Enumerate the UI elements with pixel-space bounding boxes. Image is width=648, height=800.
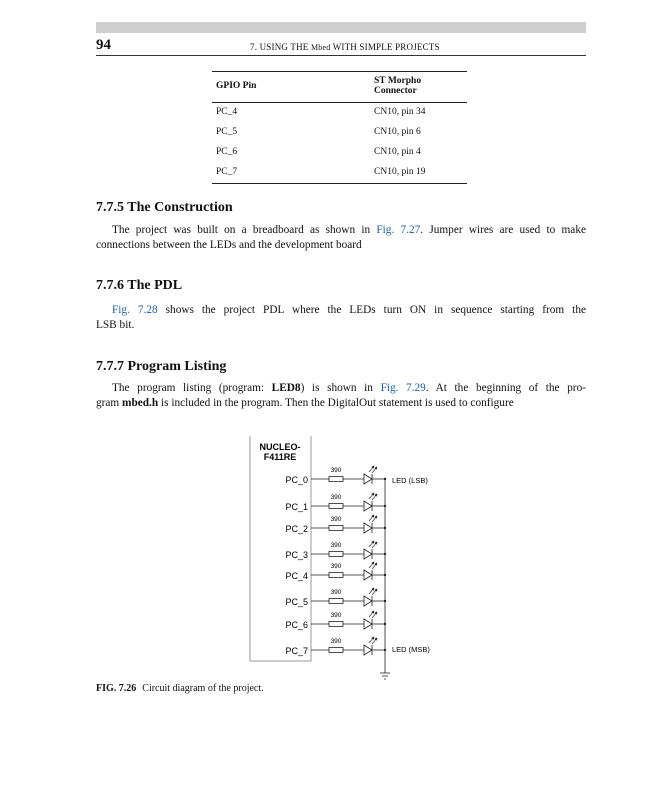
table-cell-pin: PC_4 [216,107,238,117]
junction-dot [384,553,386,555]
pin-label: PC_6 [285,620,308,630]
resistor-label: 390 [330,638,342,645]
paragraph-construction [96,223,586,252]
header-bar [96,22,586,33]
table-header-morpho: ST Morpho Connector [370,72,467,103]
led-channel [285,588,386,607]
junction-dot [384,527,386,529]
led-channel [285,466,386,485]
table-cell-pin: PC_7 [212,163,370,184]
table-cell-connector: CN10, pin 34 [374,107,426,117]
circuit-diagram [240,436,450,681]
figure-label: FIG. 7.26 [96,683,137,694]
text-run: . Jumper wires are used to make [420,224,586,236]
led-icon [364,549,372,559]
board-name-line1: NUCLEO- [259,442,301,452]
resistor-icon [329,599,343,604]
resistor-label: 390 [330,612,342,619]
resistor-icon [329,526,343,531]
paragraph-line [112,303,586,318]
led-icon [364,596,372,606]
pin-label: PC_1 [285,502,308,512]
text-run: shows the project PDL where the LEDs turn ON in sequence starting from the [157,304,586,316]
junction-dot [384,574,386,576]
resistor-label: 390 [330,516,342,523]
pin-label: PC_3 [285,550,308,560]
table-cell-pin: PC_5 [216,127,238,137]
resistor-label: 390 [330,467,342,474]
paragraph-line [96,396,586,411]
pin-label: PC_7 [285,646,308,656]
light-arrows-icon [369,466,377,473]
resistor-icon [329,573,343,578]
paragraph-line [112,223,586,238]
table-cell-connector: CN10, pin 6 [374,127,421,137]
light-arrows-icon [369,588,377,595]
section-title-construction: 7.7.5 The Construction [96,200,233,215]
running-head [250,42,440,52]
light-arrows-icon [369,637,377,644]
resistor-icon [329,552,343,557]
led-channel [285,493,386,512]
junction-dot [384,478,386,480]
junction-dot [384,505,386,507]
page-number: 94 [96,37,111,53]
paragraph-line [112,381,586,396]
fig-7-29-link[interactable]: Fig. 7.29 [380,382,426,394]
resistor-icon [329,477,343,482]
section-title-listing: 7.7.7 Program Listing [96,359,227,374]
running-head-mbed: Mbed [310,43,331,52]
led-icon [364,501,372,511]
junction-dot [384,623,386,625]
resistor-icon [329,622,343,627]
paragraph-listing [96,381,586,410]
table-row [212,163,467,184]
led-channel [285,611,386,630]
led-channel [285,541,386,560]
led-channel [285,562,386,581]
text-run: . At the beginning of the pro- [425,382,586,394]
fig-7-28-link[interactable]: Fig. 7.28 [112,304,158,316]
fig-7-27-link[interactable]: Fig. 7.27 [376,224,421,236]
junction-dot [384,600,386,602]
pin-label: PC_2 [285,524,308,534]
table-header-gpio: GPIO Pin [212,72,370,103]
running-head-pre: 7. USING THE [250,42,311,52]
resistor-icon [329,648,343,653]
led-channel [285,515,386,534]
table-cell-connector: CN10, pin 19 [370,163,467,184]
running-head-post: WITH SIMPLE PROJECTS [330,42,440,52]
bold-program-name: LED8 [271,382,301,394]
table-row [212,143,467,163]
led-icon [364,619,372,629]
junction-dot [384,649,386,651]
section-title-pdl: 7.7.6 The PDL [96,278,183,293]
led-icon [364,645,372,655]
led-icon [364,523,372,533]
paragraph-line: connections between the LEDs and the development board [96,238,362,251]
pin-label: PC_4 [285,571,308,581]
resistor-label: 390 [330,563,342,570]
table-row [212,103,467,124]
led-channel [285,637,386,656]
resistor-label: 390 [330,589,342,596]
text-run: is included in the program. Then the DigitalOut statement is used to configure [158,396,514,409]
led-icon [364,474,372,484]
led-lsb-label: LED (LSB) [392,476,428,485]
text-run: The project was built on a breadboard as shown in [112,224,377,236]
resistor-icon [329,504,343,509]
light-arrows-icon [369,562,377,569]
bold-header-name: mbed.h [122,396,159,409]
light-arrows-icon [369,541,377,548]
text-run: ) is shown in [300,382,381,394]
light-arrows-icon [369,611,377,618]
led-icon [364,570,372,580]
paragraph-pdl [96,303,586,332]
table-header-row [212,72,467,103]
table-cell-pin: PC_6 [216,147,238,157]
led-msb-label: LED (MSB) [392,645,430,654]
light-arrows-icon [369,515,377,522]
table-cell-connector: CN10, pin 4 [374,147,421,157]
text-run: The program listing (program: [112,382,272,394]
board-name-line2: F411RE [263,452,297,462]
figure-caption-text: Circuit diagram of the project. [142,683,264,694]
pin-label: PC_0 [285,475,308,485]
header-rule [96,55,586,56]
paragraph-line: LSB bit. [96,318,135,331]
figure-caption [96,683,264,694]
text-run: gram [96,396,123,409]
gpio-table [212,71,467,184]
resistor-label: 390 [330,494,342,501]
pin-label: PC_5 [285,597,308,607]
table-row [212,123,467,143]
light-arrows-icon [369,493,377,500]
resistor-label: 390 [330,542,342,549]
ground-icon [380,673,390,679]
